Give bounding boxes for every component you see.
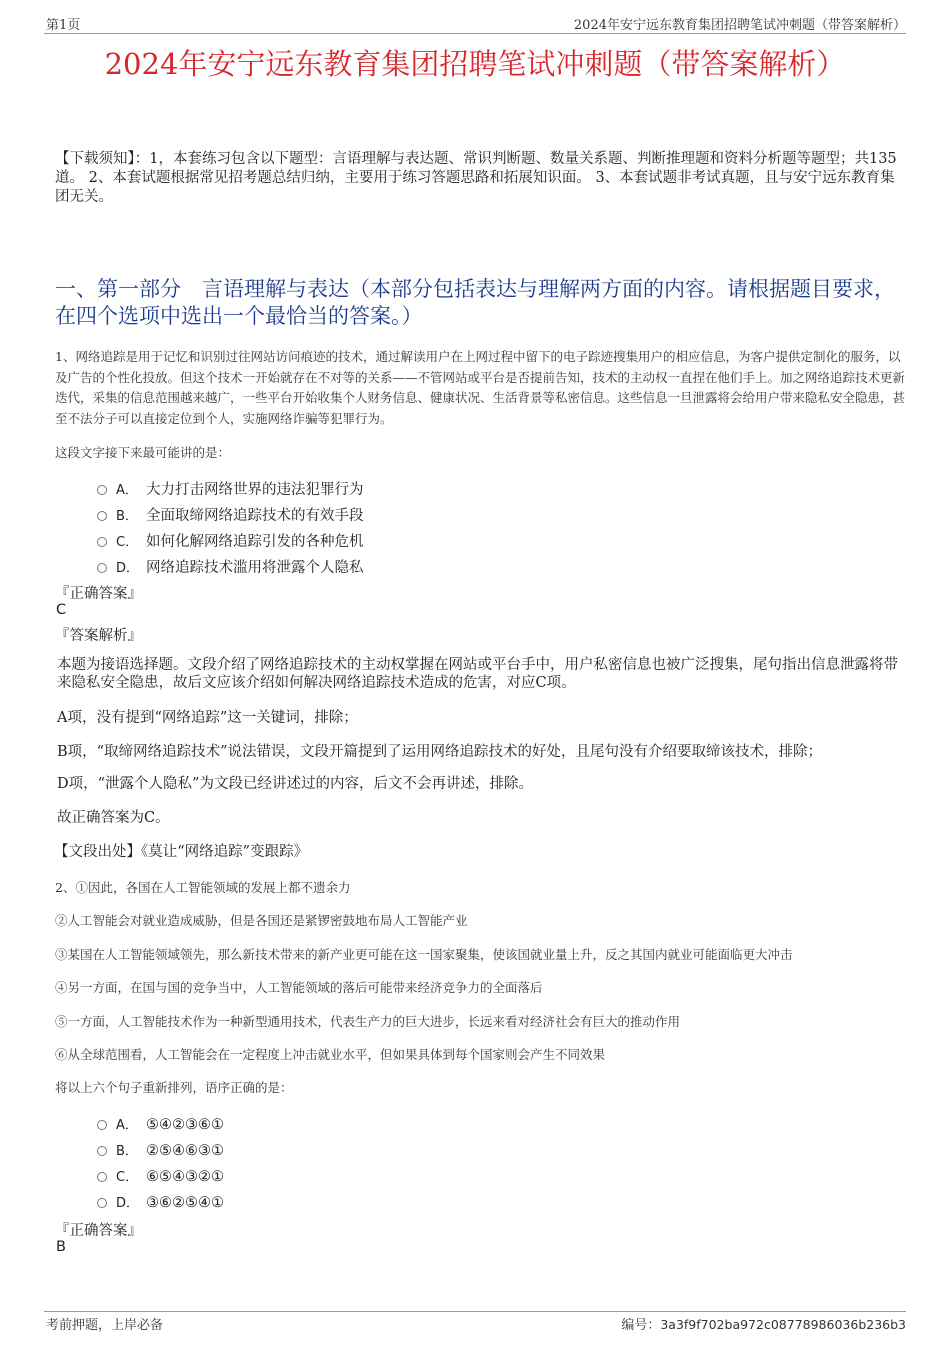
question-1-analysis-label: 『答案解析』 [55, 628, 142, 644]
question-2-sentence: ④另一方面，在国与国的竞争当中，人工智能领域的落后可能带来经济竞争力的全面落后 [55, 980, 543, 995]
question-1-option-b[interactable]: B． 全面取缔网络追踪技术的有效手段 [97, 504, 364, 525]
radio-icon[interactable] [97, 1198, 107, 1208]
document-code: 编号：3a3f9f702ba972c08778986036b236b3 [621, 1317, 906, 1333]
running-header-title: 2024年安宁远东教育集团招聘笔试冲刺题（带答案解析） [573, 18, 906, 33]
analysis-paragraph: D项，“泄露个人隐私”为文段已经讲述过的内容，后文不会再讲述，排除。 [57, 776, 533, 792]
radio-icon[interactable] [97, 563, 107, 573]
text-source: 【文段出处】《莫让“网络追踪”变跟踪》 [54, 844, 309, 860]
question-2-sentence: ②人工智能会对就业造成威胁，但是各国还是紧锣密鼓地布局人工智能产业 [55, 913, 468, 928]
question-2-sentence: 2、①因此，各国在人工智能领域的发展上都不遗余力 [55, 880, 351, 895]
footer-slogan: 考前押题，上岸必备 [46, 1318, 164, 1333]
question-2-answer-label: 『正确答案』 [55, 1223, 142, 1239]
analysis-paragraph: A项，没有提到“网络追踪”这一关键词，排除； [57, 710, 358, 726]
question-1-prompt: 这段文字接下来最可能讲的是： [55, 445, 231, 460]
section-heading: 一、第一部分 言语理解与表达（本部分包括表达与理解两方面的内容。请根据题目要求，在四个选项中选出一个最恰当的答案。） [55, 277, 895, 328]
question-2-prompt: 将以上六个句子重新排列，语序正确的是： [55, 1080, 293, 1095]
question-1-option-a[interactable]: A． 大力打击网络世界的违法犯罪行为 [97, 478, 364, 499]
question-2-option-a[interactable]: A． ⑤④②③⑥① [97, 1114, 224, 1133]
analysis-conclusion: 故正确答案为C。 [57, 810, 170, 826]
question-2-option-b[interactable]: B． ②⑤④⑥③① [97, 1140, 224, 1159]
question-2-sentence: ⑥从全球范围看，人工智能会在一定程度上冲击就业水平，但如果具体到每个国家则会产生不同效果 [55, 1047, 606, 1062]
page-number: 第1页 [46, 18, 81, 33]
footer-divider [44, 1311, 906, 1312]
question-1-answer-label: 『正确答案』 [55, 586, 142, 602]
question-1-option-d[interactable]: D． 网络追踪技术滥用将泄露个人隐私 [97, 556, 364, 577]
question-1-answer: C [56, 602, 67, 618]
radio-icon[interactable] [97, 1172, 107, 1182]
radio-icon[interactable] [97, 537, 107, 547]
header-divider [44, 33, 906, 34]
radio-icon[interactable] [97, 511, 107, 521]
radio-icon[interactable] [97, 1146, 107, 1156]
analysis-paragraph: 本题为接语选择题。文段介绍了网络追踪技术的主动权掌握在网站或平台手中，用户私密信息也被广泛搜集，尾句指出信息泄露将带来隐私安全隐患，故后文应该介绍如何解决网络追踪技术造成的危害，对应C项。 [57, 657, 898, 691]
download-notice: 【下载须知】：1，本套练习包含以下题型：言语理解与表达题、常识判断题、数量关系题、判断推理题和资料分析题等题型；共135道。 2、本套试题根据常见招考题总结归纳，主要用于练习答题思路和拓展知识面。 3、本套试题非考试真题，且与安宁远东教育集团无关。 [55, 151, 897, 205]
question-2-sentence: ⑤一方面，人工智能技术作为一种新型通用技术，代表生产力的巨大进步，长远来看对经济社会有巨大的推动作用 [55, 1014, 681, 1029]
analysis-paragraph: B项，“取缔网络追踪技术”说法错误，文段开篇提到了运用网络追踪技术的好处，且尾句没有介绍要取缔该技术，排除； [57, 744, 822, 760]
question-1-text: 1、网络追踪是用于记忆和识别过往网站访问痕迹的技术，通过解读用户在上网过程中留下的电子踪迹搜集用户的相应信息，为客户提供定制化的服务，以及广告的个性化投放。但这个技术一开始就存在不对等的关系——不管网站或平台是否提前告知，技术的主动权一直捏在他们手上。加之网络追踪技术更新迭代，采集的信息范围越来越广，一些平台开始收集个人财务信息、健康状况、生活背景等私密信息。这些信息一旦泄露将会给用户带来隐私安全隐患，甚至不法分子可以直接定位到个人，实施网络诈骗等犯罪行为。 [55, 349, 906, 426]
question-2-answer: B [56, 1239, 66, 1255]
question-2-sentence: ③某国在人工智能领域领先，那么新技术带来的新产业更可能在这一国家聚集，使该国就业量上升，反之其国内就业可能面临更大冲击 [55, 947, 793, 962]
radio-icon[interactable] [97, 1120, 107, 1130]
document-title: 2024年安宁远东教育集团招聘笔试冲刺题（带答案解析） [104, 47, 846, 81]
question-1-option-c[interactable]: C． 如何化解网络追踪引发的各种危机 [97, 530, 364, 551]
question-2-option-c[interactable]: C． ⑥⑤④③②① [97, 1166, 224, 1185]
radio-icon[interactable] [97, 485, 107, 495]
question-2-option-d[interactable]: D． ③⑥②⑤④① [97, 1192, 224, 1211]
